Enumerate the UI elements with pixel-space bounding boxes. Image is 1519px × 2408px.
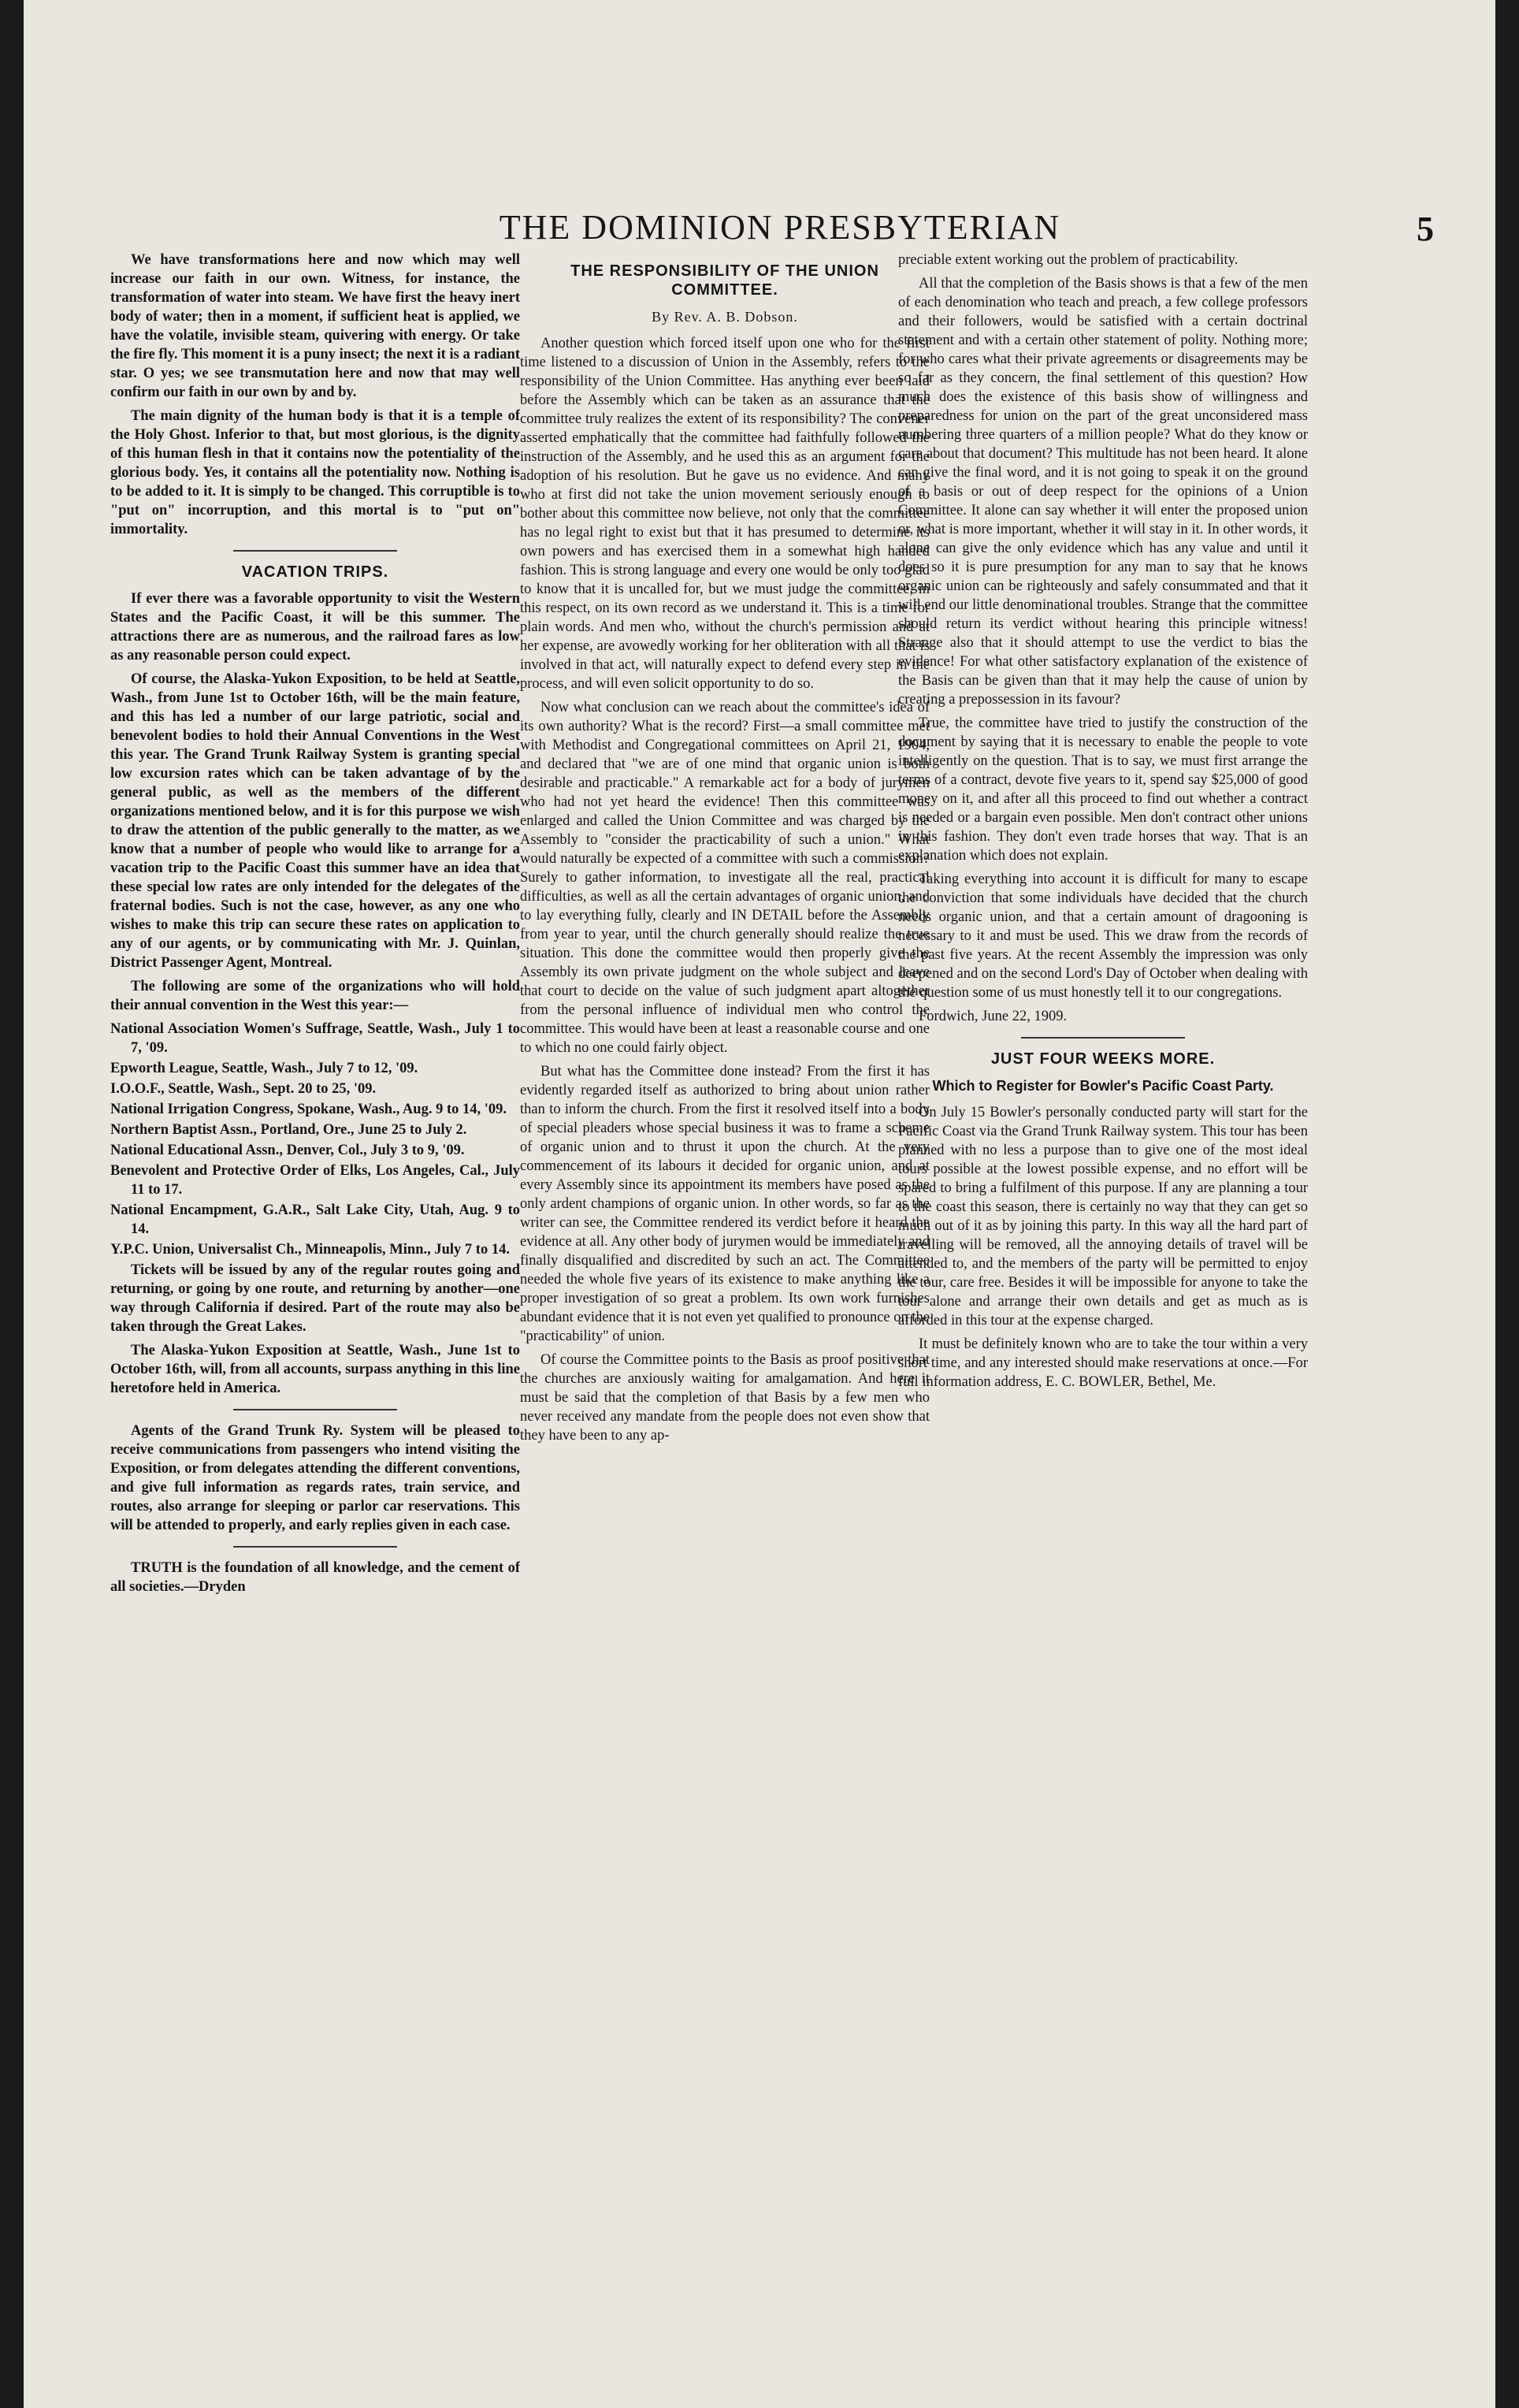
four-weeks-heading: JUST FOUR WEEKS MORE. [990, 1050, 1216, 1068]
column-3 [898, 251, 1308, 2378]
paragraph: Of course, the Alaska-Yukon Exposition, to be held at Seattle, Wash., from June 1st to October 16th, will be the main feature, and this has led a number of our large patriotic, social and benevolent bodies to hold their Annual Conventions in the West this year. The Grand Trunk Railway System is granting special low excursion rates which can be taken advantage of by the general public, as well as the members of the different organizations mentioned below, and it is for this purpose we wish to draw the attention of the public generally to the matter, as we know that a number of people who would like to arrange for a vacation trip to the Pacific Coast this summer have an idea that these special low rates are only intended for the delegates of the fraternal bodies. Such is not the case, however, as any one who wishes to make this trip can secure these rates on application to any of our agents, or by communicating with Mr. J. Quinlan, District Passenger Agent, Montreal. [110, 671, 520, 971]
paragraph: If ever there was a favorable opportunity to visit the Western States and the Pacific Coast, it will be this summer. The attractions there are as numerous, and the railroad fares as low as any reasonable person could expect. [110, 591, 520, 663]
paragraph: Another question which forced itself upon one who for the first time listened to a discussion of Union in the Assembly, refers to the responsibility of the Union Committee. Has anything ever been laid before the Assembly which can be taken as an assurance that the committee truly realizes the extent of its responsibility? The convener asserted emphatically that the committee had faithfully followed the instruction of the Assembly, and he used this as an argument for the adoption of his resolution. But he gave us no evidence. And many who at first did not take the union movement seriously enough to bother about this committee now believe, not only that the committee has no legal right to exist but that it has presumed to determine its own powers and has exercised them in a somewhat high handed fashion. This is strong language and every one would be only too glad to know that it is uncalled for, but we must judge the committee, in this respect, on its own record as we understand it. This is a time for plain words. And men who, without the church's permission and at her expense, are avowedly working for her obliteration with all that is involved in that act, will naturally expect to defend every step in the process, and will even solicit opportunity to do so. [520, 336, 930, 692]
byline: By Rev. A. B. Dobson. [652, 309, 798, 325]
newspaper-page [24, 0, 1495, 2408]
page-number: 5 [1417, 210, 1434, 248]
convention-item: Y.P.C. Union, Universalist Ch., Minneapolis, Minn., July 7 to 14. [110, 1242, 510, 1258]
paragraph: But what has the Committee done instead? From the first it has evidently regarded itself as authorized to bring about union rather than to inform the church. From the first it resolved itself into a body of special pleaders whose special business it was to frame a scheme of organic union and to thrust it upon the church. At the very commencement of its labours it decided for organic union, and at every Assembly since its appointment its members have posed as the only ardent champions of organic union. In other words, so far as the writer can see, the Committee rendered its verdict before it heard the evidence at all. Any other body of jurymen would be immediately and finally disqualified and discredited by such an act. The Committee needed the whole five years of its existence to make anything like a proper investigation of so great a problem. Its own work furnishes abundant evidence that it is not even yet qualified to pronounce on the "practicability" of union. [520, 1064, 930, 1344]
convention-item: Northern Baptist Assn., Portland, Ore., June 25 to July 2. [110, 1122, 467, 1138]
page-header [126, 201, 1434, 256]
section-divider [233, 1409, 397, 1410]
convention-item: National Educational Assn., Denver, Col., July 3 to 9, '09. [110, 1143, 465, 1158]
truth-quote: TRUTH is the foundation of all knowledge, and the cement of all societies.—Dryden [110, 1560, 520, 1595]
paragraph: On July 15 Bowler's personally conducted party will start for the Pacific Coast via the Grand Trunk Railway system. This tour has been planned with no less a purpose than to give one of the most ideal tours possible at the lowest possible expense, and no effort will be spared to bring a fulfilment of this purpose. If any are planning a tour to the coast this season, there is certainly no way that they can get so much out of it as by joining this party. In this way all the hard part of travelling will be removed, all the annoying details of travel will be attended to, and the members of the party will be permitted to enjoy the tour, care free. Besides it will be impossible for anyone to take the tour alone and arrange their own details and get as much as is afforded in this tour at the expense charged. [898, 1105, 1308, 1328]
vacation-trips-heading: VACATION TRIPS. [241, 563, 389, 581]
paragraph: Taking everything into account it is difficult for many to escape the conviction that some individuals have decided that the church needs organic union, and that a certain amount of dragooning is necessary to it and must be used. This we draw from the records of the past five years. At the recent Assembly the impression was only deepened and on the second Lord's Day of October when dealing with the question some of us must honestly tell it to our congregations. [898, 871, 1308, 1001]
paragraph: Agents of the Grand Trunk Ry. System will be pleased to receive communications from passengers who intend visiting the Exposition, or from delegates attending the different conventions, and give full information as regards rates, train service, and routes, also arrange for sleeping or parlor car reservations. This will be attended to properly, and early replies given in each case. [110, 1423, 520, 1533]
section-divider [233, 550, 397, 552]
paragraph: The following are some of the organizations who will hold their annual convention in the West this year:— [110, 979, 520, 1013]
convention-item: Epworth League, Seattle, Wash., July 7 to 12, '09. [110, 1061, 418, 1076]
paragraph: The main dignity of the human body is that it is a temple of the Holy Ghost. Inferior to that, but most glorious, is the dignity of this human flesh in that it contains now the potentiality of the glorious body. Yes, it contains all the potentiality now. Nothing is to be added to it. It is simply to be changed. This corruptible is to "put on" incorruption, and this mortal is to "put on" immortality. [110, 408, 520, 537]
paragraph: Tickets will be issued by any of the regular routes going and returning, or going by one route, and returning by another—one way through California if desired. Part of the route may also be taken through the Great Lakes. [110, 1262, 520, 1335]
convention-item: National Irrigation Congress, Spokane, Wash., Aug. 9 to 14, '09. [110, 1102, 507, 1117]
paragraph: All that the completion of the Basis shows is that a few of the men of each denomination who teach and preach, a few college professors and their followers, would be satisfied with a certain doctrinal statement and with a certain other statement of polity. Nothing more; for who cares what their private agreements or disagreements may be so far as they concern, the final settlement of this question? How much does the existence of this basis show of willingness and preparedness for union on the part of the great unconsidered mass numbering three quarters of a million people? What do they know or care about that document? This multitude has not been heard. It alone can give the final word, and it is not going to speak it on the ground of a basis or out of deep respect for the opinions of a Union Committee. It alone can say whether it will enter the proposed union or, what is more important, whether it will stay in it. In other words, it alone can give the only evidence which has any value and until it does so it is pure presumption for any man to say that he knows organic union can be righteously and safely consummated and that it will end our little denominational troubles. Strange that the committee should return its verdict without hearing this principle witness! Strange also that it should attempt to use the verdict to bias the evidence! For what other satisfactory explanation of the existence of the Basis can be given than that it may help the cause of union by creating a prepossession in its favour? [898, 276, 1308, 708]
section-divider [1021, 1037, 1185, 1039]
paragraph: True, the committee have tried to justify the construction of the document by saying that it is necessary to enable the people to vote intelligently on the question. That is to say, we must first arrange the terms of a contract, devote five years to it, spend say $25,000 of good money on it, and after all this proceed to find out whether a contract is needed or a bargain even possible. Men don't contract other unions in this fashion. They don't even trade horses that way. That is an explanation which does not explain. [898, 715, 1308, 864]
dateline: Fordwich, June 22, 1909. [919, 1009, 1068, 1024]
union-committee-heading: THE RESPONSIBILITY OF THE UNION COMMITTEE. [570, 262, 879, 299]
masthead-title: THE DOMINION PRESBYTERIAN [499, 208, 1061, 247]
paragraph: We have transformations here and now which may well increase our faith in our own. Witness, for instance, the transformation of water into steam. We have first the heavy inert body of water; then in a moment, if sufficient heat is applied, we have the volatile, invisible steam, quivering with energy. Or take the fire fly. This moment it is a puny insect; the next it is a radiant star. O yes; we see transmutation here and now that may well confirm our faith in our own by and by. [110, 252, 520, 400]
column-1 [110, 251, 520, 2378]
convention-item: Benevolent and Protective Order of Elks, Los Angeles, Cal., July 11 to 17. [110, 1163, 520, 1198]
convention-item: National Encampment, G.A.R., Salt Lake City, Utah, Aug. 9 to 14. [110, 1202, 520, 1237]
convention-item: I.O.O.F., Seattle, Wash., Sept. 20 to 25, '09. [110, 1081, 377, 1097]
four-weeks-subheading: Which to Register for Bowler's Pacific Coast Party. [932, 1078, 1274, 1094]
paragraph: It must be definitely known who are to take the tour within a very short time, and any interested should make reservations at once.—For full information address, E. C. BOWLER, Bethel, Me. [898, 1336, 1308, 1390]
paragraph: Of course the Committee points to the Basis as proof positive that the churches are anxiously waiting for amalgamation. And here it must be said that the completion of that Basis by a few men who never received any mandate from the people does not even show that they have been to any ap- [520, 1352, 930, 1444]
paragraph: preciable extent working out the problem of practicability. [898, 252, 1239, 268]
column-2 [520, 251, 930, 2378]
convention-item: National Association Women's Suffrage, Seattle, Wash., July 1 to 7, '09. [110, 1021, 520, 1056]
section-divider [233, 1546, 397, 1548]
paragraph: The Alaska-Yukon Exposition at Seattle, Wash., June 1st to October 16th, will, from all accounts, surpass anything in this line heretofore held in America. [110, 1343, 520, 1396]
paragraph: Now what conclusion can we reach about the committee's idea of its own authority? What is the record? First—a small committee met with Methodist and Congregational committees on April 21, 1904, and declared that "we are of one mind that organic union is both desirable and practicable." A remarkable act for a body of jurymen who had not yet heard the evidence! Then this committee was enlarged and called the Union Committee and was charged by the Assembly to "consider the practicability of such a union." What would naturally be expected of a committee with such a commission? Surely to gather information, to investigate all the real, practical difficulties, as well as all the certain advantages of organic union, and to lay everything fully, clearly and IN DETAIL before the Assembly from year to year, until the church generally should realize the true situation. This done the committee would then properly give the Assembly its own private judgment on the whole subject and leave that court to decide on the value of such judgment apart altogether from the personal influence of individual men who control the committee. This would have been at least a reasonable course and one to which no one could fairly object. [520, 700, 930, 1056]
